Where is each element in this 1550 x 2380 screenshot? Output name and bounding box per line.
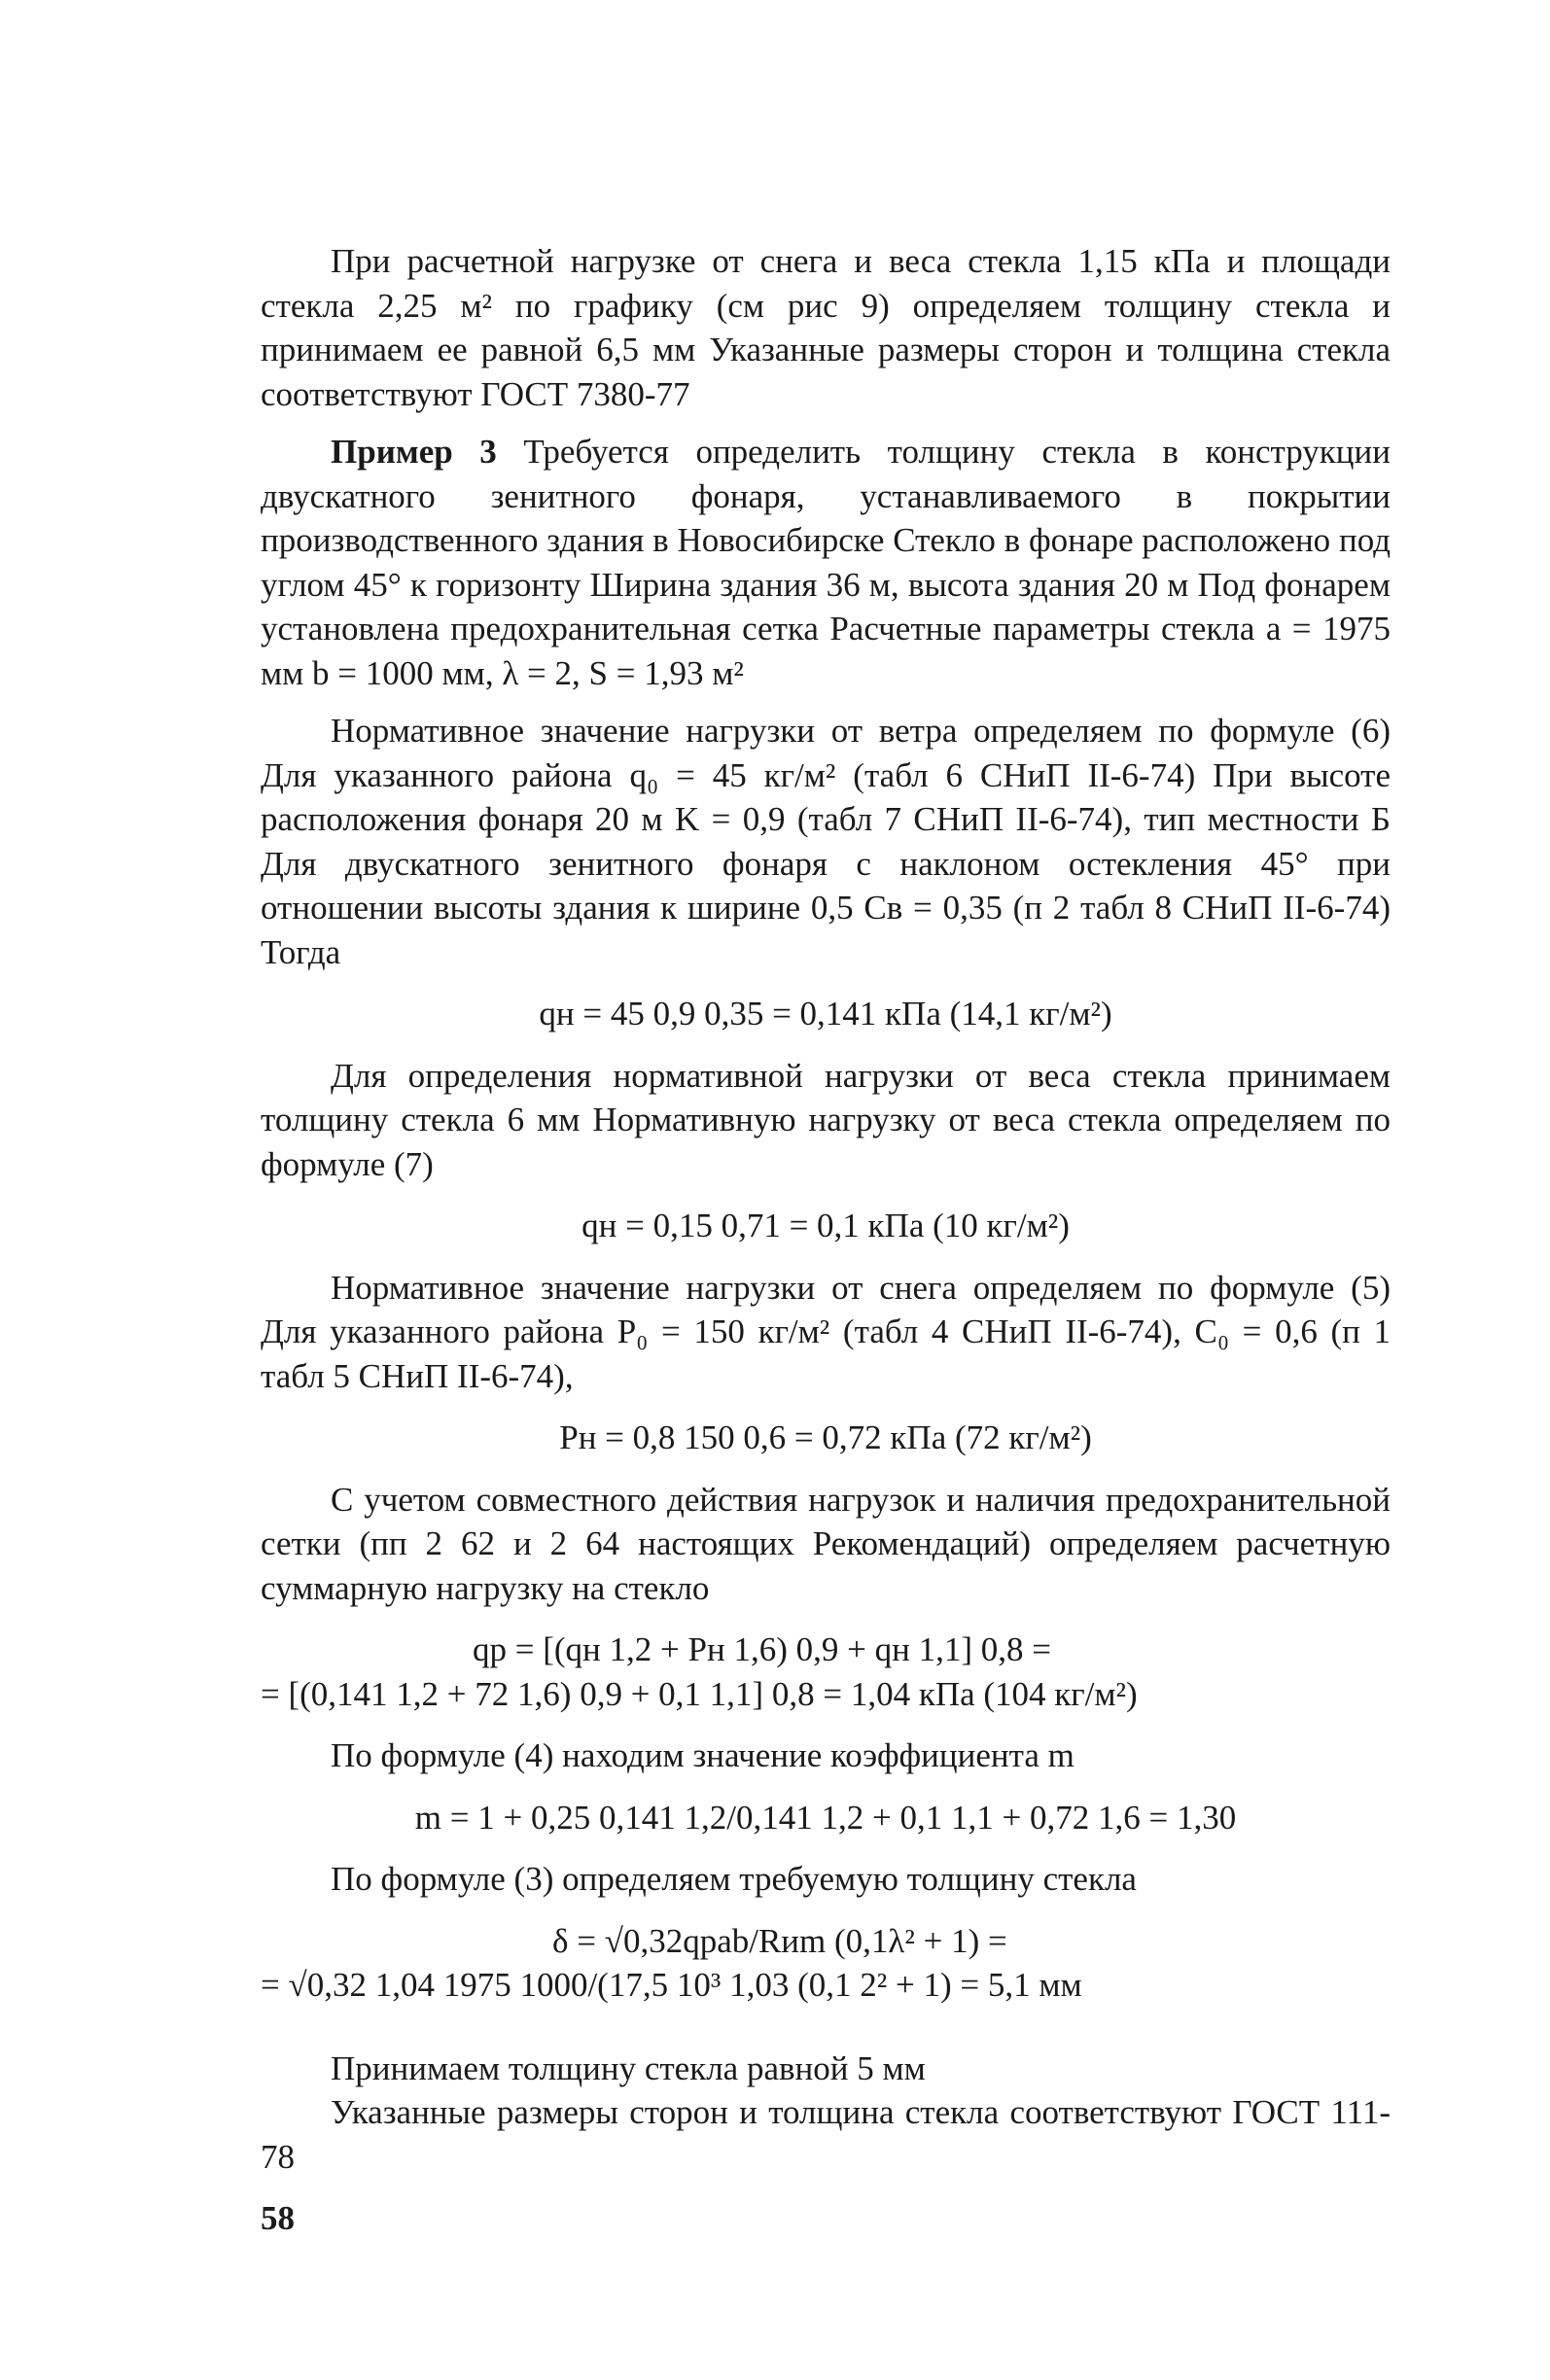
formula-total-load-line-2: = [(0,141 1,2 + 72 1,6) 0,9 + 0,1 1,1] 0,8 = 1,04 кПа (104 кг/м²) — [261, 1674, 1138, 1713]
page-body — [261, 239, 1391, 2179]
paragraph-glass-weight: Для определения нормативной нагрузки от веса стекла принимаем толщину стекла 6 мм Нормативную нагрузку от веса стекла определяем по формуле (7) — [261, 1056, 1391, 1183]
formula-coefficient-m: m = 1 + 0,25 0,141 1,2/0,141 1,2 + 0,1 1,1 + 0,72 1,6 = 1,30 — [414, 1798, 1237, 1837]
formula-glass-weight: qн = 0,15 0,71 = 0,1 кПа (10 кг/м²) — [581, 1207, 1070, 1244]
paragraph-glass-result: При расчетной нагрузке от снега и веса стекла 1,15 кПа и площади стекла 2,25 м² по графику (см рис 9) определяем толщину стекла и принимаем ее равной 6,5 мм Указанные размеры сторон и толщина стекла соответствуют ГОСТ 7380-77 — [261, 242, 1391, 413]
paragraph-example-3 — [261, 430, 1391, 695]
paragraph-gost: Указанные размеры сторон и толщина стекла соответствуют ГОСТ 111-78 — [261, 2093, 1391, 2176]
formula-wind-load: qн = 45 0,9 0,35 = 0,141 кПа (14,1 кг/м²) — [539, 995, 1112, 1032]
example-text: Требуется определить толщину стекла в конструкции двускатного зенитного фонаря, устанавливаемого в покрытии производственного здания в Новосибирске Стекло в фонаре расположено под углом 45° к горизонту Ширина здания 36 м, высота здания 20 м Под фонарем установлена предохранительная сетка Расчетные параметры стекла a = 1975 мм b = 1000 мм, λ = 2, S = 1,93 м² — [261, 433, 1391, 692]
formula-total-load — [261, 1628, 1391, 1716]
page-number: 58 — [261, 2199, 295, 2237]
paragraph-snow-load: Нормативное значение нагрузки от снега определяем по формуле (5) Для указанного района P₀ = 150 кг/м² (табл 4 СНиП II-6-74), C₀ = 0,6 (п 1 табл 5 СНиП II-6-74), — [261, 1268, 1391, 1395]
formula-snow-load: Pн = 0,8 150 0,6 = 0,72 кПа (72 кг/м²) — [559, 1418, 1092, 1456]
paragraph-total-load: С учетом совместного действия нагрузок и наличия предохранительной сетки (пп 2 62 и 2 64 настоящих Рекомендаций) определяем расчетную суммарную нагрузку на стекло — [261, 1480, 1391, 1607]
example-heading: Пример 3 — [331, 433, 497, 471]
formula-thickness-line-2: = √0,32 1,04 1975 1000/(17,5 10³ 1,03 (0,1 2² + 1) = 5,1 мм — [261, 1966, 1082, 2004]
formula-thickness-line-1: δ = √0,32qрab/Rиm (0,1λ² + 1) = — [552, 1921, 1007, 1960]
formula-total-load-line-1: qр = [(qн 1,2 + Pн 1,6) 0,9 + qн 1,1] 0,8 = — [473, 1630, 1051, 1668]
paragraph-thickness: По формуле (3) определяем требуемую толщину стекла — [331, 1860, 1137, 1898]
paragraph-coefficient-m: По формуле (4) находим значение коэффициента m — [331, 1736, 1074, 1774]
paragraph-wind-load: Нормативное значение нагрузки от ветра определяем по формуле (6) Для указанного района q₀ = 45 кг/м² (табл 6 СНиП II-6-74) При высоте расположения фонаря 20 м K = 0,9 (табл 7 СНиП II-6-74), тип местности Б Для двускатного зенитного фонаря с наклоном остекления 45° при отношении высоты здания к ширине 0,5 Cв = 0,35 (п 2 табл 8 СНиП II-6-74) Тогда — [261, 712, 1391, 971]
paragraph-accept-thickness: Принимаем толщину стекла равной 5 мм — [331, 2048, 926, 2087]
formula-thickness — [261, 1919, 1391, 2008]
